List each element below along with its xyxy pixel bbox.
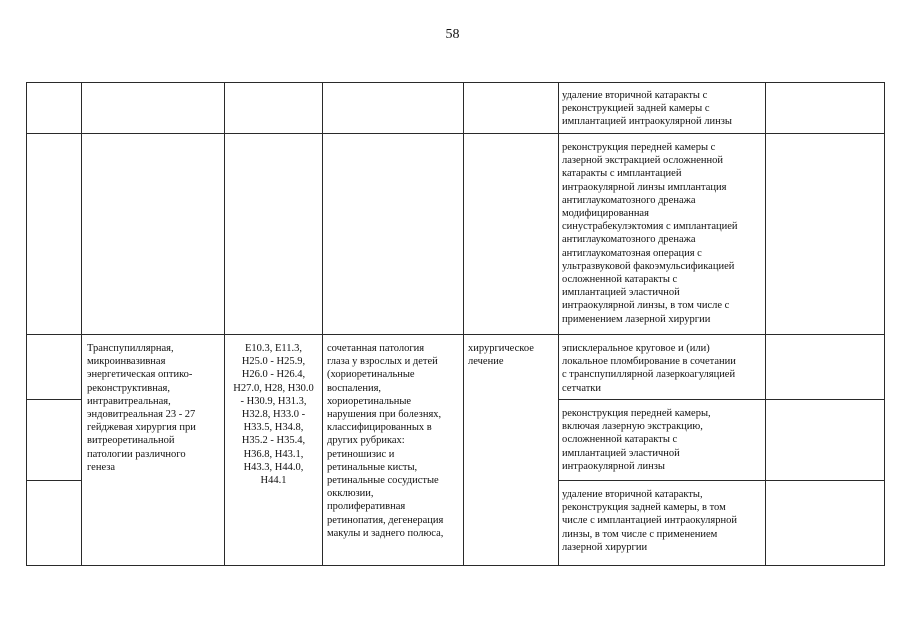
table-rule (558, 82, 559, 566)
table-rule (26, 82, 884, 83)
care-type-name-cell: Транспупиллярная, микроинвазивная энергетическая оптико- реконструктивная, интравитреальная, эндовитреальная 23 - 27 гейджевая хирургия при витреоретинальной патологии различного генеза (87, 343, 196, 473)
table-rule (26, 480, 81, 481)
table-rule (26, 334, 884, 335)
table-rule (26, 82, 27, 566)
table-rule (884, 82, 885, 566)
table-rule (558, 399, 884, 400)
table-rule (765, 82, 766, 566)
icd-codes-cell: Е10.3, Е11.3, Н25.0 - Н25.9, Н26.0 - Н26.4, Н27.0, Н28, Н30.0 - Н30.9, Н31.3, Н32.8, Н33.0 - Н33.5, Н34.8, Н35.2 - Н35.4, Н36.8, Н43.1, Н43.3, Н44.0, Н44.1 (233, 343, 314, 487)
treatment-method-cell: удаление вторичной катаракты, реконструкция задней камеры, в том числе с имплантацией интраокулярной линзы, в том числе с применением лазерной хирургии (562, 489, 737, 553)
treatment-type-cell: хирургическое лечение (468, 343, 534, 368)
table-rule (26, 399, 81, 400)
table-rule (81, 82, 82, 566)
table-rule (558, 480, 884, 481)
treatment-method-cell: реконструкция передней камеры с лазерной экстракцией осложненной катаракты с имплантацией интраокулярной линзы имплантация антиглаукоматозного дренажа модифицированная синустрабекулэктомия с имплантацией антиглаукоматозного дренажа антиглаукоматозная операция с ультразвуковой факоэмульсификацией осложненной катаракты с имплантацией эластичной интраокулярной линзы, в том числе с применением лазерной хирургии (562, 142, 738, 325)
table-rule (463, 82, 464, 566)
treatment-method-cell: удаление вторичной катаракты с реконструкцией задней камеры с имплантацией интраокулярной линзы (562, 90, 732, 128)
page-number: 58 (445, 27, 460, 42)
table-rule (26, 133, 884, 134)
table-rule (26, 565, 884, 566)
treatment-method-cell: эписклеральное круговое и (или) локальное пломбирование в сочетании с транспупиллярной лазеркоагуляцией сетчатки (562, 343, 736, 394)
patient-model-cell: сочетанная патология глаза у взрослых и детей (хориоретинальные воспаления, хориоретинальные нарушения при болезнях, классифицированных в других рубриках: ретиношизис и ретинальные кисты, ретинальные сосудистые окклюзии, пролиферативная ретинопатия, дегенерация макулы и заднего полюса, (327, 343, 444, 539)
table-rule (322, 82, 323, 566)
table-rule (224, 82, 225, 566)
treatment-method-cell: реконструкция передней камеры, включая лазерную экстракцию, осложненной катаракты с имплантацией эластичной интраокулярной линзы (562, 408, 711, 472)
